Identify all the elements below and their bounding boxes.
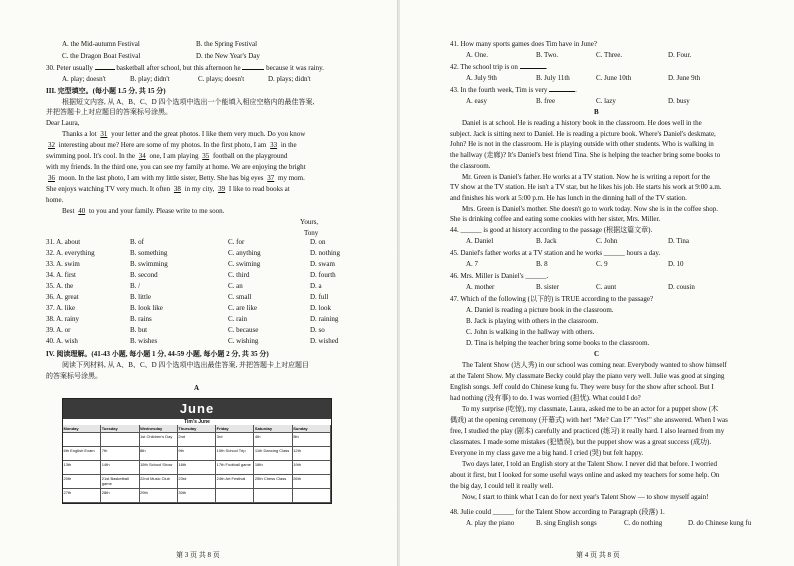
cloze-option: D. nothing [310, 249, 340, 257]
cloze-option: D. wished [310, 337, 339, 345]
q44-stem: 44. ______ is good at history according to the passage (根据这篇文章). [450, 226, 653, 234]
passage-c-line: free, I studied the play (剧本) carefully and practiced (练习) it really hard. I also learned from my [450, 427, 725, 435]
calendar-cell: 4th [254, 433, 292, 447]
letter-yours: Yours, [300, 218, 319, 226]
passage-c-line: Now, I start to think what I can do for next year's Talent Show — to show myself again! [462, 493, 709, 501]
cloze-option: C. an [228, 282, 243, 290]
q46-stem: 46. Mrs. Miller is Daniel's ______. [450, 272, 549, 280]
q46-option: D. cousin [668, 283, 695, 291]
cloze-option: C. small [228, 293, 252, 301]
cloze-option: 35. A. the [46, 282, 74, 290]
q43-option: A. easy [466, 97, 487, 105]
q29-option-d: D. the New Year's Day [196, 52, 260, 60]
letter-closing: Best 40 to you and your family. Please write to me soon. [62, 207, 225, 215]
passage-c-line: 偶戏) at the opening ceremony (开幕式) with her! "Me? Can I?" "Yes!" she answered. When I was [450, 416, 728, 424]
calendar-day-header: Friday [216, 425, 254, 433]
passage-b-line: and finishes his work at 5:00 p.m. He has lunch in the dinning hall of the TV station. [450, 193, 687, 202]
calendar-cell: 5th [293, 433, 331, 447]
calendar-cell: 3rd [216, 433, 254, 447]
q42-stem: 42. The school trip is on . [450, 63, 548, 71]
calendar-cell: 12th [293, 447, 331, 461]
letter-signature: Tony [304, 229, 319, 237]
q45-stem: 45. Daniel's father works at a TV station and he works ______ hours a day. [450, 249, 661, 257]
passage-b-line: Mrs. Green is Daniel's mother. She doesn't go to work today. Now she is in the coffee shop. [462, 204, 719, 213]
calendar-cell: 20th [63, 475, 101, 489]
q46-option: A. mother [466, 283, 495, 291]
cloze-option: B. little [130, 293, 151, 301]
calendar-cell: 23rd [178, 475, 216, 489]
calendar-day-header: Tuesday [101, 425, 139, 433]
calendar-cell [216, 489, 254, 503]
cloze-option: 34. A. first [46, 271, 76, 279]
passage-c-line: Everyone in my class gave me a big hand. I cried (哭) but felt happy. [450, 449, 644, 457]
calendar-cell: 17th Football game [216, 461, 254, 475]
cloze-option: B. second [130, 271, 158, 279]
calendar-cell: 26th [293, 475, 331, 489]
q30-option-a: A. play; doesn't [62, 75, 106, 83]
passage-c-line: English songs. Jeff could do Chinese kung fu. They were busy for the show after school. But I [450, 383, 714, 391]
passage-c-line: at the Talent Show. My classmate Becky could play the piano very well. Julie was good at singing [450, 372, 725, 380]
calendar-cell: 9th [178, 447, 216, 461]
passage-b-label: B [594, 108, 599, 116]
calendar-cell: 21st Basketball game [101, 475, 139, 489]
q42-option: A. July 9th [466, 74, 497, 82]
calendar-cell: 28th [101, 489, 139, 503]
cloze-option: 36. A. great [46, 293, 79, 301]
q41-option: C. Three. [596, 51, 623, 59]
cloze-option: C. anything [228, 249, 261, 257]
calendar-cell: 8th [140, 447, 178, 461]
q44-option: C. John [596, 237, 618, 245]
calendar-cell: 7th [101, 447, 139, 461]
q42-option: D. June 9th [668, 74, 701, 82]
cloze-option: C. swiming [228, 260, 261, 268]
q30-option-d: D. plays; didn't [268, 75, 311, 83]
passage-c-line: the big day, I could tell it really well. [450, 482, 554, 490]
cloze-option: D. fourth [310, 271, 336, 279]
cloze-option: D. a [310, 282, 322, 290]
q48-stem: 48. Julie could ______ for the Talent Show according to Paragraph (段落) 1. [450, 508, 665, 516]
calendar-cell: 10th School Trip [216, 447, 254, 461]
q43-option: C. lazy [596, 97, 616, 105]
calendar-cell [63, 433, 101, 447]
passage-c-label: C [594, 350, 600, 358]
q43-option: B. free [536, 97, 556, 105]
section-4-instructions-2: 的答案标号涂黑。 [46, 372, 102, 380]
cloze-option: D. raining [310, 315, 339, 323]
calendar-subtitle: Tim's June [184, 419, 210, 425]
cloze-option: 39. A. or [46, 326, 71, 334]
cloze-option: B. wishes [130, 337, 158, 345]
calendar-cell: 27th [63, 489, 101, 503]
calendar-day-header: Monday [63, 425, 101, 433]
passage-c-line: The Talent Show (达人秀) in our school was coming near. Everybody wanted to show himself [462, 361, 727, 369]
page-footer-right: 第 4 页 共 8 页 [576, 551, 620, 559]
q46-option: C. aunt [596, 283, 617, 291]
q30-option-c: C. plays; doesn't [198, 75, 245, 83]
cloze-option: 33. A. swim [46, 260, 80, 268]
passage-c-line: classmates. I made some mistakes (犯错误), but the puppet show was a great success (成功). [450, 438, 712, 446]
q47-option: B. Jack is playing with others in the classroom. [466, 317, 599, 325]
q29-option-b: B. the Spring Festival [196, 40, 258, 48]
cloze-option: B. rains [130, 315, 152, 323]
cloze-option: D. full [310, 293, 329, 301]
cloze-option: C. rain [228, 315, 248, 323]
calendar-cell: 6th English Exam [63, 447, 101, 461]
cloze-option: 32. A. everything [46, 249, 95, 257]
letter-line: 36 moon. In the last photo, I am with my little sister, Betty. She has big eyes 37 my mom. [48, 174, 305, 182]
calendar-cell: 11th Dancing Class [254, 447, 292, 461]
calendar-day-header: Saturday [254, 425, 292, 433]
calendar-cell: 13th [63, 461, 101, 475]
q46-option: B. sister [536, 283, 559, 291]
letter-line: home. [46, 196, 64, 204]
cloze-option: B. of [130, 238, 144, 246]
calendar-cell: 24th Art Festival [216, 475, 254, 489]
q41-option: B. Two. [536, 51, 559, 59]
cloze-option: D. look [310, 304, 331, 312]
passage-c-line: had nothing (没有事) to do. I was worried (担忧). What could I do? [450, 394, 641, 402]
cloze-option: 37. A. like [46, 304, 76, 312]
letter-line: 32 interesting about me? Here are some of my photos. In the first photo, I am 33 in the [48, 141, 297, 149]
q30-option-b: B. play; didn't [130, 75, 170, 83]
q47-option: C. John is walking in the hallway with others. [466, 328, 595, 336]
q42-option: B. July 11th [536, 74, 570, 82]
letter-greeting: Dear Laura, [46, 119, 80, 127]
q45-option: D. 10 [668, 260, 684, 268]
calendar-cell: 14th [101, 461, 139, 475]
cloze-option: D. so [310, 326, 325, 334]
cloze-option: C. wishing [228, 337, 259, 345]
letter-line: with my friends. In the third one, you can see my family at home. We are enjoying the bright [46, 163, 306, 171]
page-4 [400, 0, 794, 566]
calendar-cell: 29th [140, 489, 178, 503]
section-3-instructions-2: 并把答题卡上对应题目的答案标号涂黑。 [46, 108, 172, 116]
calendar-cell: 25th Chess Class [254, 475, 292, 489]
passage-b-line: Mr. Green is Daniel's father. He works at a TV station. Now he is writing a report for the [462, 172, 711, 181]
q45-option: A. 7 [466, 260, 479, 268]
calendar-cell: 16th [178, 461, 216, 475]
section-3-instructions-1: 根据短文内容, 从 A、B、C、D 四个选项中选出一个能填入相应空格内的最佳答案, [62, 98, 315, 106]
section-4-instructions-1: 阅读下列材料, 从 A、B、C、D 四个选项中选出最佳答案, 并把答题卡上对应题目 [62, 361, 309, 369]
cloze-option: C. third [228, 271, 250, 279]
q41-stem: 41. How many sports games does Tim have in June? [450, 40, 597, 48]
calendar-cell [254, 489, 292, 503]
cloze-option: B. but [130, 326, 148, 334]
cloze-option: 38. A. rainy [46, 315, 80, 323]
q30-stem: 30. Peter usually basketball after school, but this afternoon he because it was rainy. [46, 64, 324, 72]
q47-option: A. Daniel is reading a picture book in the classroom. [466, 306, 614, 314]
passage-b-line: John? He is not in the classroom. He is playing outside with other students. Who is walking in [450, 140, 714, 149]
calendar-day-header: Thursday [178, 425, 216, 433]
q47-option: D. Tina is helping the teacher bring some books to the classroom. [466, 339, 650, 347]
calendar-cell: 1st Children's Day [140, 433, 178, 447]
page-footer-left: 第 3 页 共 8 页 [176, 551, 220, 559]
q45-option: B. 8 [536, 260, 548, 268]
q41-option: D. Four. [668, 51, 692, 59]
q29-option-a: A. the Mid-autumn Festival [62, 40, 140, 48]
calendar-cell: 2nd [178, 433, 216, 447]
q44-option: D. Tina [668, 237, 690, 245]
section-3-title: III. 完型填空。(每小题 1.5 分, 共 15 分) [46, 87, 166, 95]
cloze-option: 31. A. about [46, 238, 81, 246]
cloze-option: B. look like [130, 304, 163, 312]
passage-b-line: Daniel is at school. He is reading a history book in the classroom. He does well in the [462, 119, 702, 127]
q29-option-c: C. the Dragon Boat Festival [62, 52, 141, 60]
cloze-option: B. swimming [130, 260, 168, 268]
calendar-grid [63, 425, 331, 503]
passage-b-line: TV show at the TV station. He isn't a TV star, but he likes his job. He starts his work at 9:00 a.m. [450, 183, 722, 192]
q48-option: C. do nothing [624, 519, 663, 527]
q42-option: C. June 10th [596, 74, 632, 82]
q43-option: D. busy [668, 97, 690, 105]
cloze-option: C. for [228, 238, 245, 246]
q43-stem: 43. In the fourth week, Tim is very . [450, 86, 577, 94]
passage-c-line: about it first, but I looked for some useful ways online and asked my teachers for some help. On [450, 471, 720, 479]
calendar-title: June [179, 401, 215, 416]
cloze-option: B. something [130, 249, 168, 257]
calendar-day-header: Wednesday [140, 425, 178, 433]
cloze-option: C. are like [228, 304, 257, 312]
q47-stem: 47. Which of the following (以下的) is TRUE according to the passage? [450, 295, 654, 303]
cloze-option: C. because [228, 326, 259, 334]
calendar-cell: 19th [293, 461, 331, 475]
passage-a-label: A [194, 384, 200, 392]
passage-b-line: She is drinking coffee and eating some cookies with her sister, Mrs. Miller. [450, 215, 661, 224]
calendar-day-header: Sunday [293, 425, 331, 433]
letter-line: She enjoys watching TV very much. It often 38 in my city, 39 I like to read books at [46, 185, 290, 193]
q48-option: D. do Chinese kung fu [688, 519, 752, 527]
q44-option: B. Jack [536, 237, 557, 245]
q48-option: A. play the piano [466, 519, 515, 527]
section-4-title: IV. 阅读理解。(41-43 小题, 每小题 1 分, 44-59 小题, 每小题 2 分, 共 35 分) [46, 350, 269, 358]
cloze-option: 40. A. wish [46, 337, 78, 345]
letter-line: swimming pool. It's cool. In the 34 one, I am playing 35 football on the playground [46, 152, 288, 160]
cloze-option: B. / [130, 282, 141, 290]
calendar-cell [101, 433, 139, 447]
passage-b-line: the hallway (走廊)? It's Daniel's best friend Tina. She is helping the teacher bring some books to [450, 151, 721, 160]
calendar-cell: 15th School Show [140, 461, 178, 475]
q45-option: C. 9 [596, 260, 608, 268]
calendar-cell: 22nd Music Club [140, 475, 178, 489]
q41-option: A. One. [466, 51, 488, 59]
calendar-cell: 18th [254, 461, 292, 475]
calendar-cell: 30th [178, 489, 216, 503]
calendar-cell [293, 489, 331, 503]
june-calendar [62, 398, 332, 504]
cloze-option: D. swam [310, 260, 335, 268]
passage-c-line: To my surprise (吃惊), my classmate, Laura, asked me to be an actor for a puppet show (木 [462, 405, 719, 413]
q48-option: B. sing English songs [536, 519, 597, 527]
letter-line: Thanks a lot 31 your letter and the great photos. I like them very much. Do you know [62, 130, 306, 138]
passage-b-line: the classroom. [450, 161, 491, 170]
q44-option: A. Daniel [466, 237, 494, 245]
passage-b-line: subject. Jack is sitting next to Daniel. He is reading a picture book. Where's Daniel's deskmate, [450, 129, 716, 138]
passage-c-line: Two days later, I told an English story at the Talent Show. I never did that before. I worried [462, 460, 717, 468]
cloze-option: D. on [310, 238, 326, 246]
